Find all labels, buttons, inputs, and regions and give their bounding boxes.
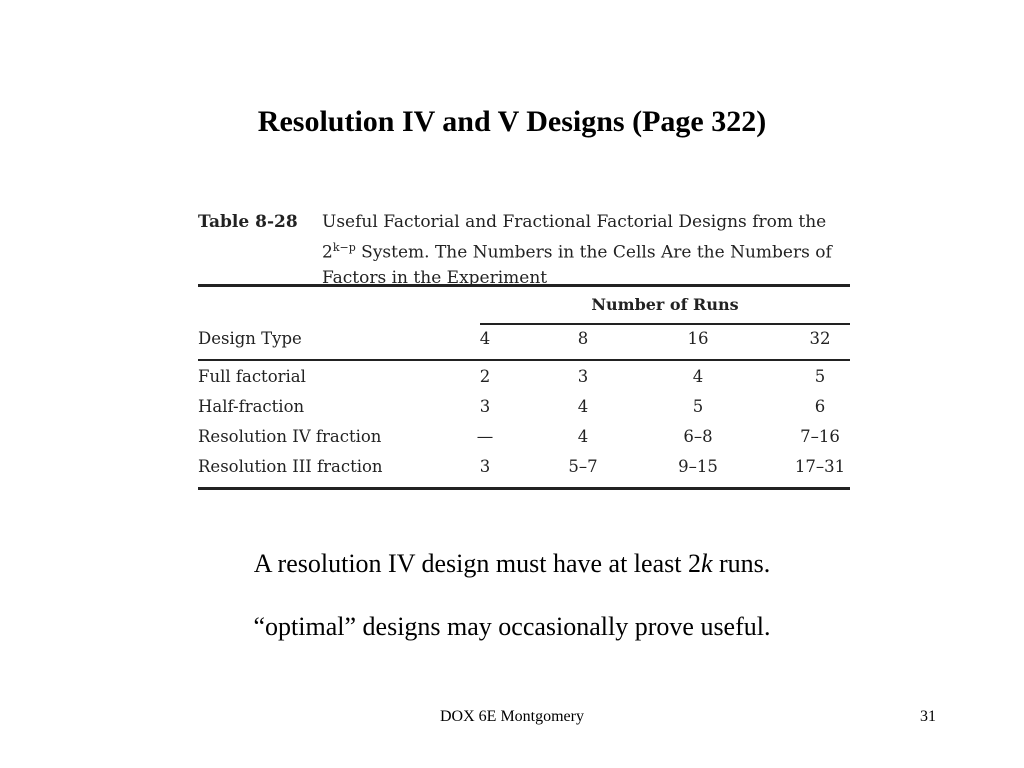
table-bottom-rule [198,487,850,490]
table-cell: 3 [577,367,589,386]
table-cell: 4 [692,367,704,386]
table-cell: 6 [814,397,826,416]
table-row [198,393,850,423]
table-cell: 4 [577,427,589,446]
header-cell: 4 [479,329,491,348]
table-cell: 17–31 [794,457,846,476]
table-cell: 9–15 [678,457,718,476]
table-cell: — [476,427,494,446]
table-cell: 5–7 [568,457,598,476]
caption-superscript: k−p [332,241,356,254]
header-cell: Design Type [198,329,302,348]
table-row [198,453,850,483]
spanner-label: Number of Runs [591,295,739,314]
table-cell: 3 [479,457,491,476]
table-caption-text: Useful Factorial and Fractional Factorial Designs from the $2^{k-p}$ System. The Numbers in the Cells Are the Numbers of Factors in the Experiment [322,212,832,288]
header-cell: 8 [577,329,589,348]
row-label: Half-fraction [198,397,305,416]
table-cell: 7–16 [800,427,840,446]
table-figure [198,206,850,490]
row-label: Resolution IV fraction [198,427,382,446]
page-number: 31 [920,708,936,725]
row-label: Full factorial [198,367,306,386]
table-caption [198,206,850,288]
table-row [198,423,850,453]
table-cell: 4 [577,397,589,416]
table-cell: 5 [692,397,704,416]
table-body [198,361,850,487]
body-line-resolution-iv: A resolution IV design must have at least 2k runs. [253,549,771,578]
column-spanner [198,287,850,325]
body-line-optimal: “optimal” designs may occasionally prove useful. [253,612,771,641]
table-row [198,363,850,393]
slide-title: Resolution IV and V Designs (Page 322) [257,105,767,138]
header-cell: 32 [809,329,831,348]
table-label: Table 8-28 [198,212,298,232]
table-cell: 3 [479,397,491,416]
table-cell: 2 [479,367,491,386]
footer-text: DOX 6E Montgomery [440,708,584,725]
table-cell: 5 [814,367,826,386]
italic-k: k [700,549,713,578]
header-cell: 16 [687,329,709,348]
row-label: Resolution III fraction [198,457,383,476]
table-header-row [198,325,850,359]
table-cell: 6–8 [683,427,713,446]
